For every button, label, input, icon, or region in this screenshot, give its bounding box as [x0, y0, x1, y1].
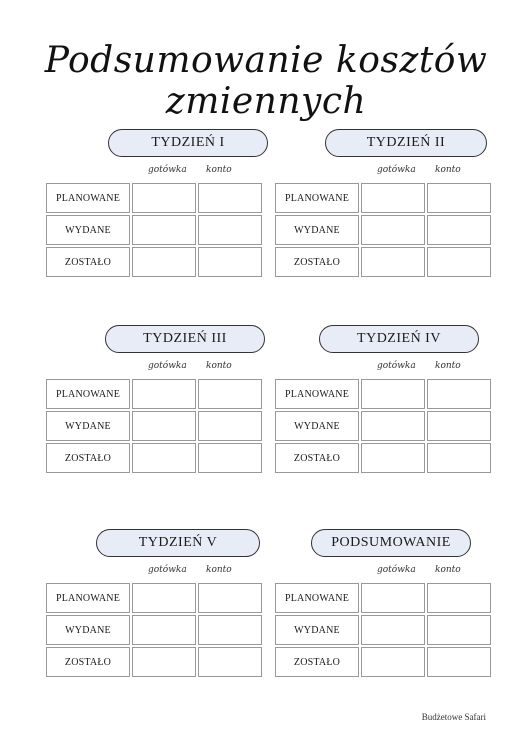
table-row [275, 615, 491, 645]
account-cell[interactable] [427, 247, 491, 277]
column-header-account: konto [435, 565, 461, 575]
table-row [46, 247, 262, 277]
row-label-spent: WYDANE [46, 411, 130, 441]
column-header-cash: gotówka [377, 361, 416, 371]
section-header-pill: PODSUMOWANIE [311, 529, 471, 557]
cash-cell[interactable] [132, 247, 196, 277]
table-row [46, 411, 262, 441]
account-cell[interactable] [198, 647, 262, 677]
account-cell[interactable] [198, 183, 262, 213]
row-label-planned: PLANOWANE [46, 583, 130, 613]
column-header-cash: gotówka [377, 165, 416, 175]
table-row [275, 379, 491, 409]
table-row [46, 215, 262, 245]
account-cell[interactable] [427, 615, 491, 645]
column-header-cash: gotówka [148, 165, 187, 175]
brand-footer: Budżetowe Safari [421, 712, 486, 722]
column-header-cash: gotówka [148, 361, 187, 371]
row-label-planned: PLANOWANE [275, 379, 359, 409]
row-label-spent: WYDANE [46, 615, 130, 645]
column-header-cash: gotówka [377, 565, 416, 575]
account-cell[interactable] [198, 583, 262, 613]
table-row [46, 647, 262, 677]
section-header-pill: TYDZIEŃ II [325, 129, 487, 157]
summary-table [273, 581, 493, 679]
account-cell[interactable] [427, 443, 491, 473]
cash-cell[interactable] [132, 379, 196, 409]
row-label-remaining: ZOSTAŁO [275, 647, 359, 677]
cash-cell[interactable] [132, 215, 196, 245]
cash-cell[interactable] [361, 411, 425, 441]
summary-table [44, 377, 264, 475]
cash-cell[interactable] [361, 183, 425, 213]
column-header-account: konto [206, 565, 232, 575]
table-row [46, 583, 262, 613]
column-header-account: konto [206, 361, 232, 371]
page-title: Podsumowanie kosztów zmiennych [44, 40, 488, 122]
table-row [275, 411, 491, 441]
account-cell[interactable] [427, 647, 491, 677]
row-label-spent: WYDANE [275, 215, 359, 245]
cash-cell[interactable] [361, 443, 425, 473]
account-cell[interactable] [198, 247, 262, 277]
account-cell[interactable] [198, 615, 262, 645]
row-label-planned: PLANOWANE [46, 379, 130, 409]
section-header-pill: TYDZIEŃ I [108, 129, 268, 157]
account-cell[interactable] [198, 411, 262, 441]
summary-table [44, 181, 264, 279]
cash-cell[interactable] [361, 247, 425, 277]
account-cell[interactable] [198, 379, 262, 409]
cash-cell[interactable] [361, 647, 425, 677]
row-label-planned: PLANOWANE [46, 183, 130, 213]
table-row [275, 183, 491, 213]
account-cell[interactable] [427, 183, 491, 213]
column-header-account: konto [206, 165, 232, 175]
cash-cell[interactable] [132, 615, 196, 645]
account-cell[interactable] [427, 215, 491, 245]
table-row [46, 379, 262, 409]
table-row [46, 615, 262, 645]
row-label-remaining: ZOSTAŁO [46, 443, 130, 473]
row-label-remaining: ZOSTAŁO [275, 443, 359, 473]
account-cell[interactable] [427, 583, 491, 613]
row-label-planned: PLANOWANE [275, 183, 359, 213]
summary-table [273, 181, 493, 279]
cash-cell[interactable] [132, 647, 196, 677]
table-row [275, 647, 491, 677]
account-cell[interactable] [427, 379, 491, 409]
row-label-remaining: ZOSTAŁO [46, 247, 130, 277]
cash-cell[interactable] [132, 443, 196, 473]
account-cell[interactable] [198, 215, 262, 245]
summary-table [44, 581, 264, 679]
table-row [275, 443, 491, 473]
cash-cell[interactable] [361, 379, 425, 409]
cash-cell[interactable] [361, 615, 425, 645]
column-header-cash: gotówka [148, 565, 187, 575]
section-header-pill: TYDZIEŃ III [105, 325, 265, 353]
table-row [275, 215, 491, 245]
section-header-pill: TYDZIEŃ V [96, 529, 260, 557]
row-label-remaining: ZOSTAŁO [275, 247, 359, 277]
cash-cell[interactable] [361, 583, 425, 613]
column-header-account: konto [435, 165, 461, 175]
section-header-pill: TYDZIEŃ IV [319, 325, 479, 353]
row-label-spent: WYDANE [275, 411, 359, 441]
table-row [275, 247, 491, 277]
account-cell[interactable] [427, 411, 491, 441]
row-label-remaining: ZOSTAŁO [46, 647, 130, 677]
cash-cell[interactable] [361, 215, 425, 245]
column-header-account: konto [435, 361, 461, 371]
row-label-planned: PLANOWANE [275, 583, 359, 613]
table-row [275, 583, 491, 613]
table-row [46, 183, 262, 213]
table-row [46, 443, 262, 473]
summary-table [273, 377, 493, 475]
cash-cell[interactable] [132, 411, 196, 441]
cash-cell[interactable] [132, 583, 196, 613]
row-label-spent: WYDANE [275, 615, 359, 645]
account-cell[interactable] [198, 443, 262, 473]
cash-cell[interactable] [132, 183, 196, 213]
row-label-spent: WYDANE [46, 215, 130, 245]
